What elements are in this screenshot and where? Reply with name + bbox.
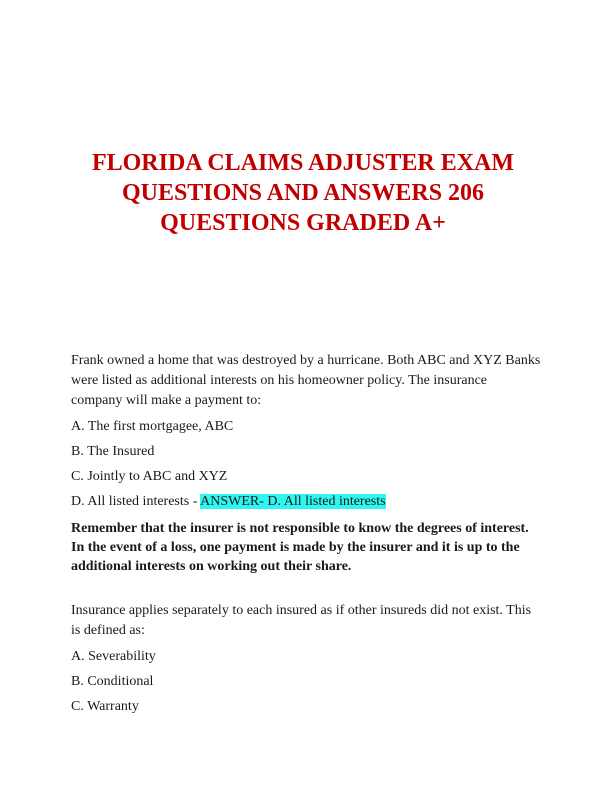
answer-highlight: ANSWER- D. All listed interests xyxy=(200,494,386,509)
answer-explanation: Remember that the insurer is not responsible to know the degrees of interest. In the event of a loss, one payment is made by the insurer and it is up to the additional interests on working out their share. xyxy=(71,521,529,574)
option-d xyxy=(71,492,541,517)
document-title xyxy=(40,148,566,238)
option-b: B. Conditional xyxy=(71,674,154,689)
title-line-3: QUESTIONS GRADED A+ xyxy=(160,210,446,236)
option-a: A. The first mortgagee, ABC xyxy=(71,419,234,434)
option-d-label: D. All listed interests - xyxy=(71,494,201,509)
title-line-2: QUESTIONS AND ANSWERS 206 xyxy=(121,180,485,206)
question-prompt: Frank owned a home that was destroyed by a hurricane. Both ABC and XYZ Banks were listed as additional interests on his homeowner policy. The insurance company will make a payment to: xyxy=(71,353,541,408)
option-a: A. Severability xyxy=(71,649,156,664)
option-c: C. Jointly to ABC and XYZ xyxy=(71,469,228,484)
title-line-1: FLORIDA CLAIMS ADJUSTER EXAM xyxy=(91,150,515,176)
option-c: C. Warranty xyxy=(71,699,139,714)
question-prompt: Insurance applies separately to each insured as if other insureds did not exist. This is defined as: xyxy=(71,603,532,638)
question-1 xyxy=(71,351,541,590)
question-2 xyxy=(71,601,541,722)
option-b: B. The Insured xyxy=(71,444,155,459)
